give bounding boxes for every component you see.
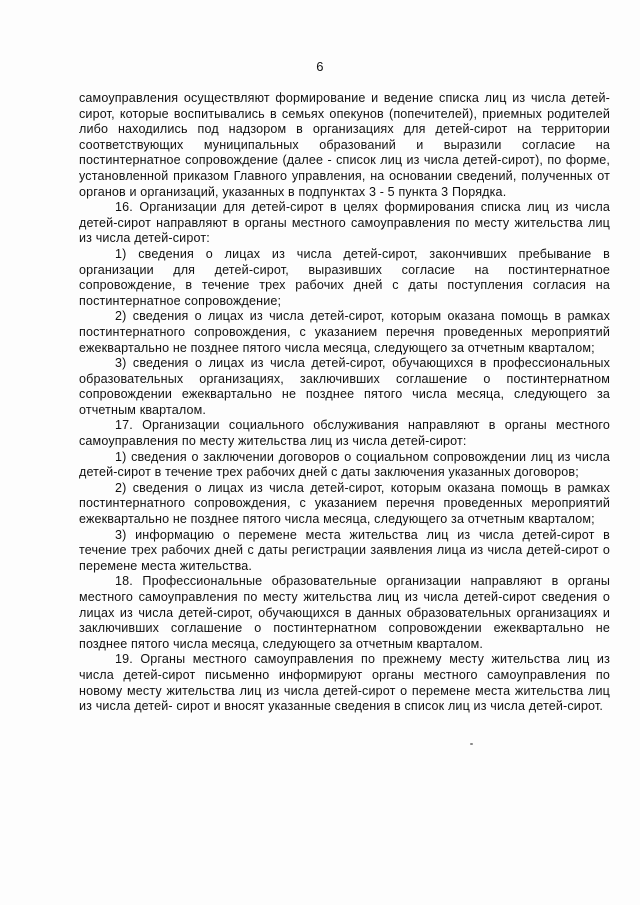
paragraph-item-16: 16. Организации для детей-сирот в целях формирования списка лиц из числа детей-сирот направляют в органы местного самоуправления по месту жительства лиц из числа детей-сирот: xyxy=(79,200,610,246)
paragraph-item-18: 18. Профессиональные образовательные организации направляют в органы местного самоуправления по месту жительства лиц из числа детей-сирот сведения о лицах из числа детей-сирот, обучающихся в данных образовательных организациях и заключивших соглашение о постинтернатном сопровождении ежеквартально не позднее пятого числа месяца, следующего за отчетным кварталом. xyxy=(79,574,610,651)
paragraph-item-17: 17. Организации социального обслуживания направляют в органы местного самоуправления по месту жительства лиц из числа детей-сирот: xyxy=(79,418,610,449)
paragraph-item-17-2: 2) сведения о лицах из числа детей-сирот, которым оказана помощь в рамках постинтернатного сопровождения, с указанием перечня проведенных мероприятий ежеквартально не позднее пятого числа месяца, следующего за отчетным кварталом; xyxy=(79,480,610,527)
paragraph-item-16-1: 1) сведения о лицах из числа детей-сирот, закончивших пребывание в организации для детей-сирот, выразивших согласие на постинтернатное сопровождение, в течение трех рабочих дней с даты поступления согласия на постинтернатное сопровождение; xyxy=(79,246,610,308)
scan-speck xyxy=(470,743,473,745)
paragraph-item-17-3: 3) информацию о перемене места жительства лиц из числа детей-сирот в течение трех рабочих дней с даты регистрации заявления лица из числа детей-сирот о перемене места жительства. xyxy=(79,527,610,573)
page-number: 6 xyxy=(316,59,324,74)
document-body xyxy=(79,91,610,715)
paragraph-item-16-3: 3) сведения о лицах из числа детей-сирот, обучающихся в профессиональных образовательных организациях, заключивших соглашение о постинтернатном сопровождении ежеквартально не позднее пятого числа месяца, следующего за отчетным кварталом. xyxy=(79,356,610,417)
paragraph-item-19: 19. Органы местного самоуправления по прежнему месту жительства лиц из числа детей-сирот письменно информируют органы местного самоуправления по новому месту жительства лиц из числа детей-сирот о перемене места жительства лиц из числа детей- сирот и вносят указанные сведения в список лиц из числа детей-сирот. xyxy=(79,652,610,714)
paragraph-item-16-2: 2) сведения о лицах из числа детей-сирот, которым оказана помощь в рамках постинтернатного сопровождения, с указанием перечня проведенных мероприятий ежеквартально не позднее пятого числа месяца, следующего за отчетным кварталом; xyxy=(79,309,610,355)
paragraph-item-17-1: 1) сведения о заключении договоров о социальном сопровождении лиц из числа детей-сирот в течение трех рабочих дней с даты заключения указанных договоров; xyxy=(79,449,610,480)
paragraph-continuation: самоуправления осуществляют формирование и ведение списка лиц из числа детей-сирот, которые воспитывались в семьях опекунов (попечителей), приемных родителей либо находились под надзором в организациях для детей-сирот на территории соответствующих муниципальных образований и выразили согласие на постинтернатное сопровождение (далее - список лиц из числа детей-сирот), по форме, установленной приказом Главного управления, на основании сведений, полученных от органов и организаций, указанных в подпунктах 3 - 5 пункта 3 Порядка. xyxy=(79,91,610,199)
